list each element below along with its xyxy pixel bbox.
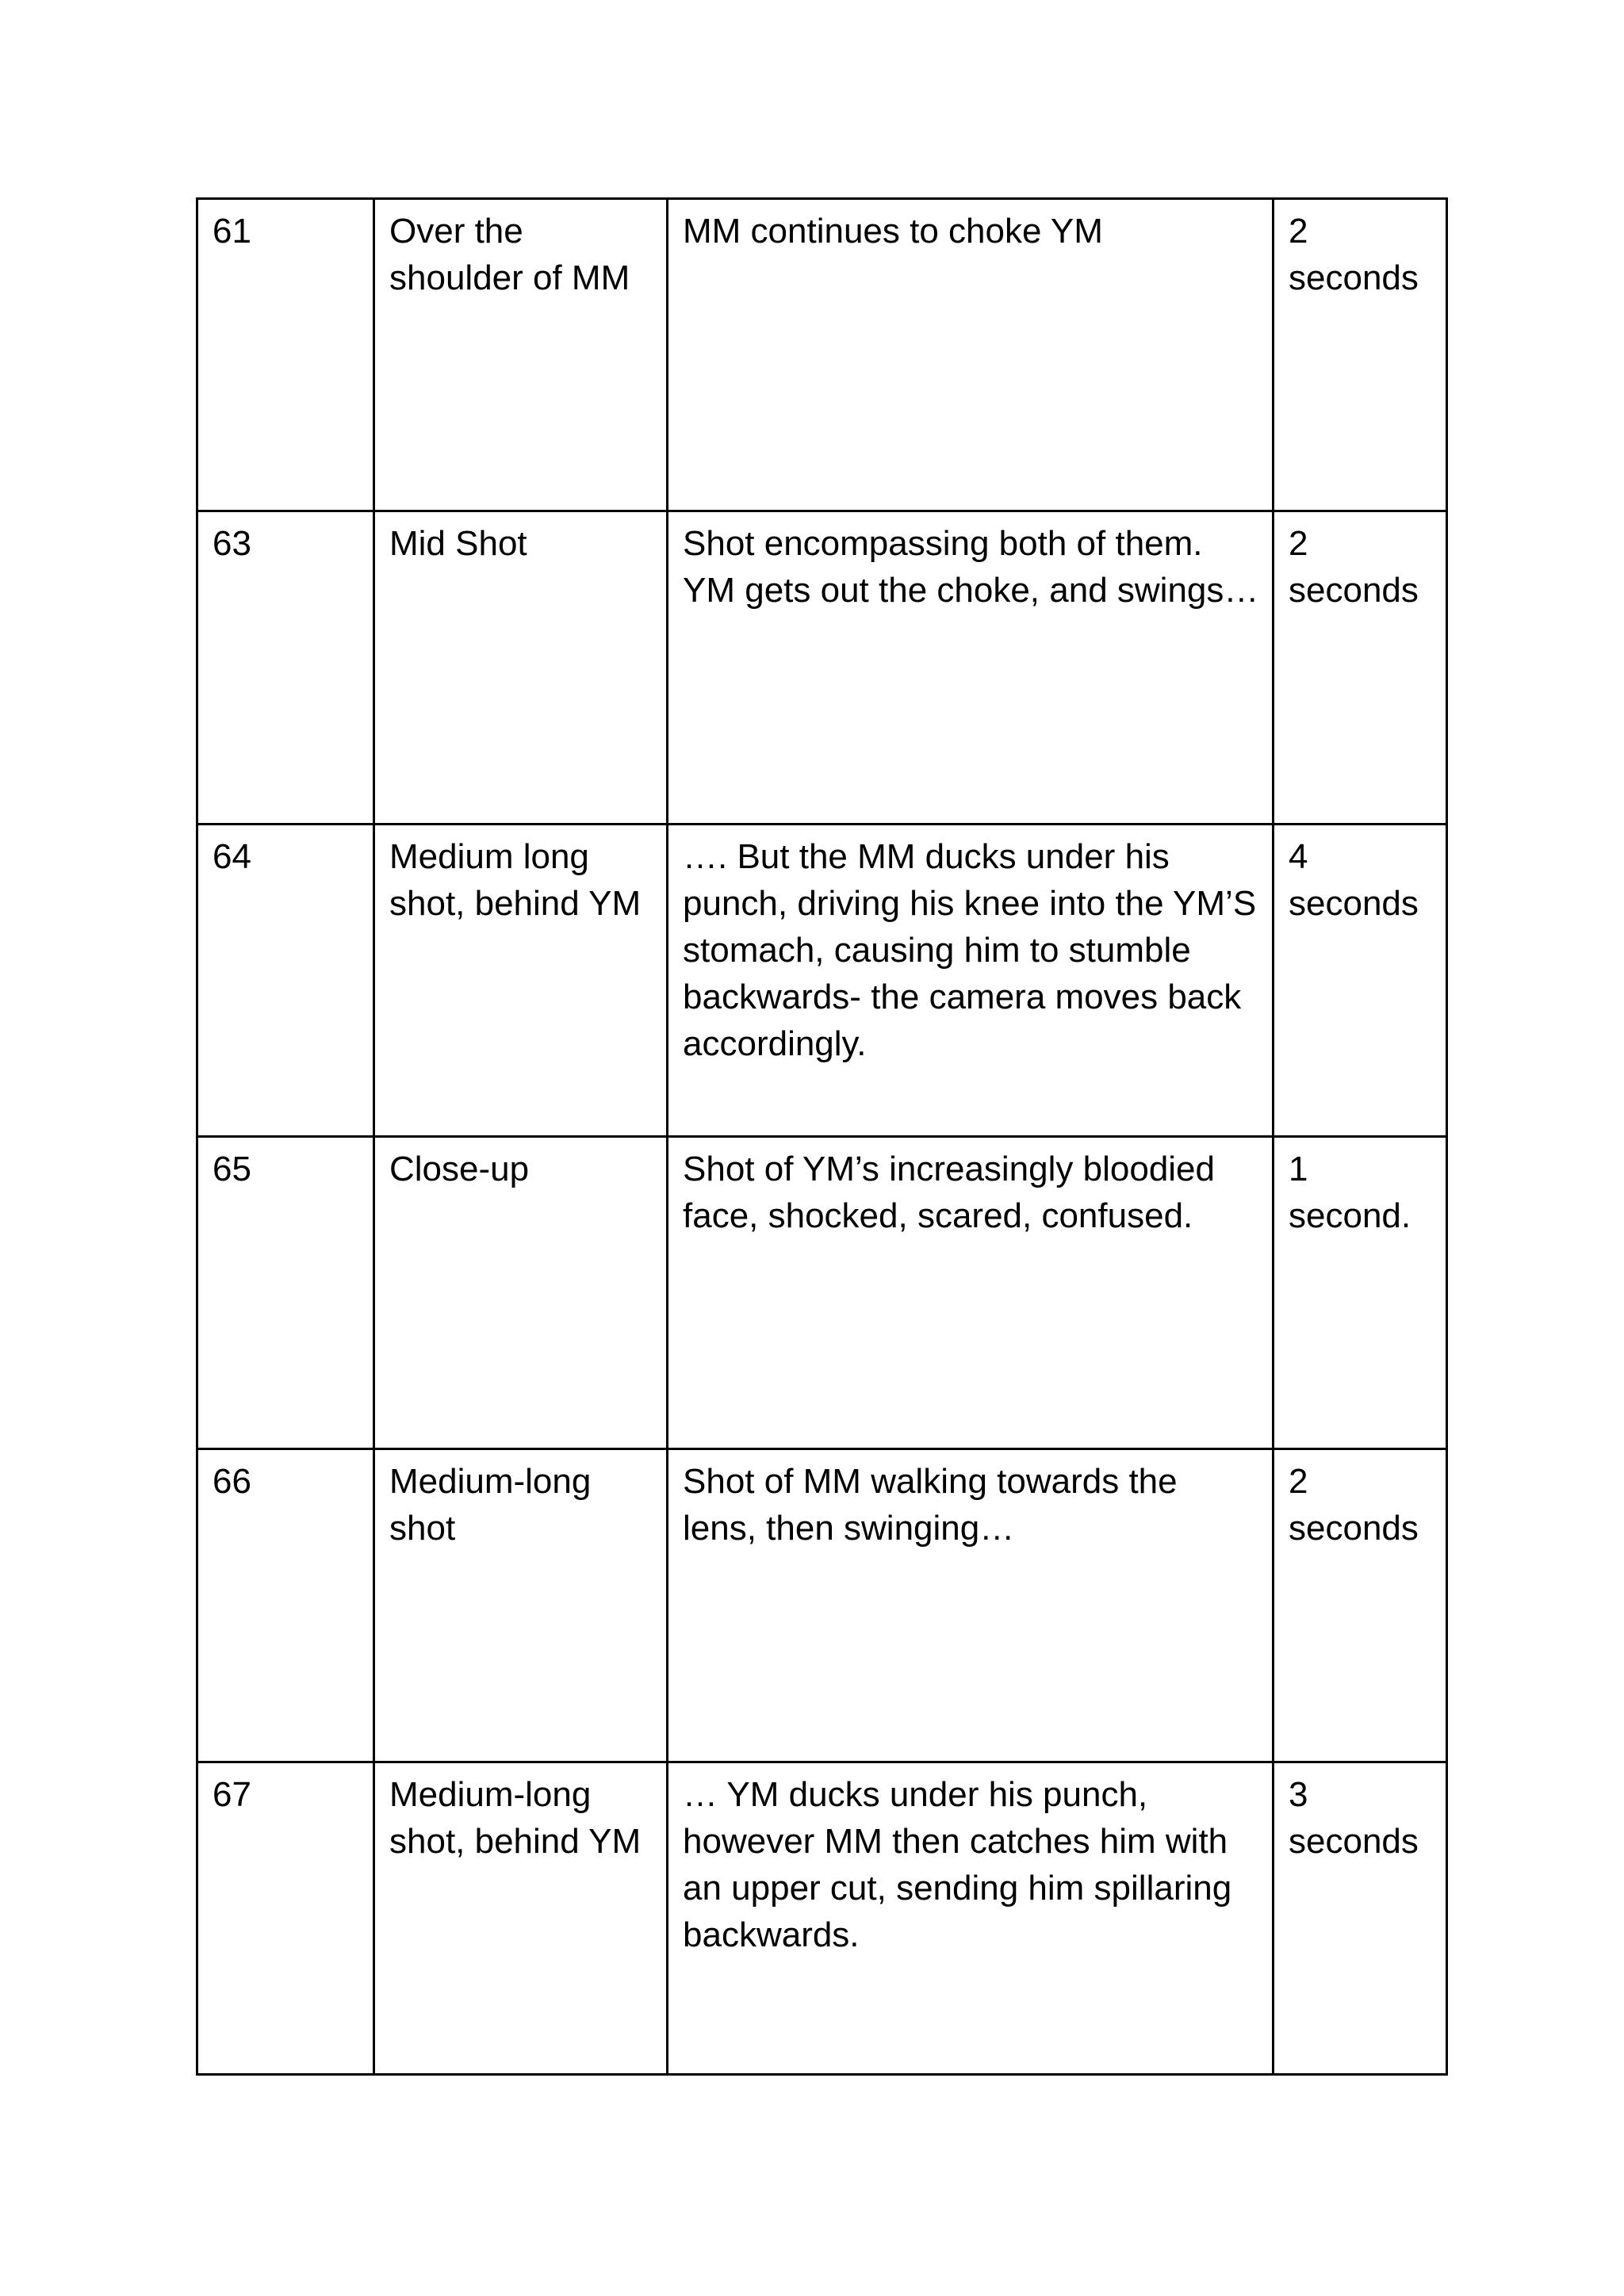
- description-cell: [668, 511, 1274, 824]
- shot-number: 65: [213, 1149, 251, 1188]
- duration-cell: [1274, 1136, 1447, 1448]
- shot-type: Medium long shot, behind YM: [389, 836, 642, 923]
- duration-cell: [1274, 824, 1447, 1136]
- shot-description: … YM ducks under his punch, however MM then catches him with an upper cut, sending him spillaring backwards.: [683, 1774, 1232, 1954]
- shot-description: Shot of YM’s increasingly bloodied face, shocked, scared, confused.: [683, 1149, 1215, 1235]
- description-cell: [668, 1762, 1274, 2074]
- shot-duration: 4 seconds: [1289, 836, 1419, 923]
- shot-number-cell: [197, 1449, 374, 1762]
- shot-type: Close-up: [389, 1149, 530, 1188]
- shot-duration: 2 seconds: [1289, 524, 1419, 610]
- shot-type-cell: [374, 1762, 668, 2074]
- shot-duration: 3 seconds: [1289, 1774, 1419, 1861]
- shot-type-cell: [374, 511, 668, 824]
- shot-number: 63: [213, 524, 251, 564]
- shot-type-cell: [374, 1136, 668, 1448]
- table-row: [197, 1762, 1447, 2074]
- shot-description: Shot of MM walking towards the lens, then swinging…: [683, 1462, 1178, 1548]
- description-cell: [668, 1136, 1274, 1448]
- shot-description: MM continues to choke YM: [683, 212, 1103, 251]
- shot-number-cell: [197, 1136, 374, 1448]
- shot-duration: 2 seconds: [1289, 212, 1419, 297]
- description-cell: [668, 199, 1274, 511]
- shot-description: Shot encompassing both of them. YM gets out the choke, and swings…: [683, 524, 1259, 610]
- shot-number: 66: [213, 1462, 251, 1502]
- shot-type-cell: [374, 1449, 668, 1762]
- shot-number: 61: [213, 212, 251, 251]
- description-cell: [668, 1449, 1274, 1762]
- shot-number: 64: [213, 836, 251, 876]
- shot-type: Medium-long shot, behind YM: [389, 1774, 642, 1861]
- table-row: [197, 824, 1447, 1136]
- table-row: [197, 511, 1447, 824]
- shot-list-table: [196, 197, 1448, 2076]
- shot-type: Over the shoulder of MM: [389, 212, 630, 297]
- shot-type: Mid Shot: [389, 524, 527, 564]
- shot-description: …. But the MM ducks under his punch, driving his knee into the YM’S stomach, causing him to stumble backwards- the camera moves back accordingly.: [683, 836, 1257, 1063]
- duration-cell: [1274, 1449, 1447, 1762]
- table-row: [197, 1449, 1447, 1762]
- description-cell: [668, 824, 1274, 1136]
- shot-number-cell: [197, 1762, 374, 2074]
- shot-number-cell: [197, 511, 374, 824]
- shot-number-cell: [197, 824, 374, 1136]
- table-row: [197, 199, 1447, 511]
- table-row: [197, 1136, 1447, 1448]
- shot-number-cell: [197, 199, 374, 511]
- shot-type-cell: [374, 824, 668, 1136]
- duration-cell: [1274, 199, 1447, 511]
- shot-number: 67: [213, 1774, 251, 1814]
- duration-cell: [1274, 511, 1447, 824]
- duration-cell: [1274, 1762, 1447, 2074]
- shot-type-cell: [374, 199, 668, 511]
- shot-type: Medium-long shot: [389, 1462, 592, 1548]
- shot-duration: 2 seconds: [1289, 1462, 1419, 1548]
- shot-duration: 1 second.: [1289, 1149, 1411, 1235]
